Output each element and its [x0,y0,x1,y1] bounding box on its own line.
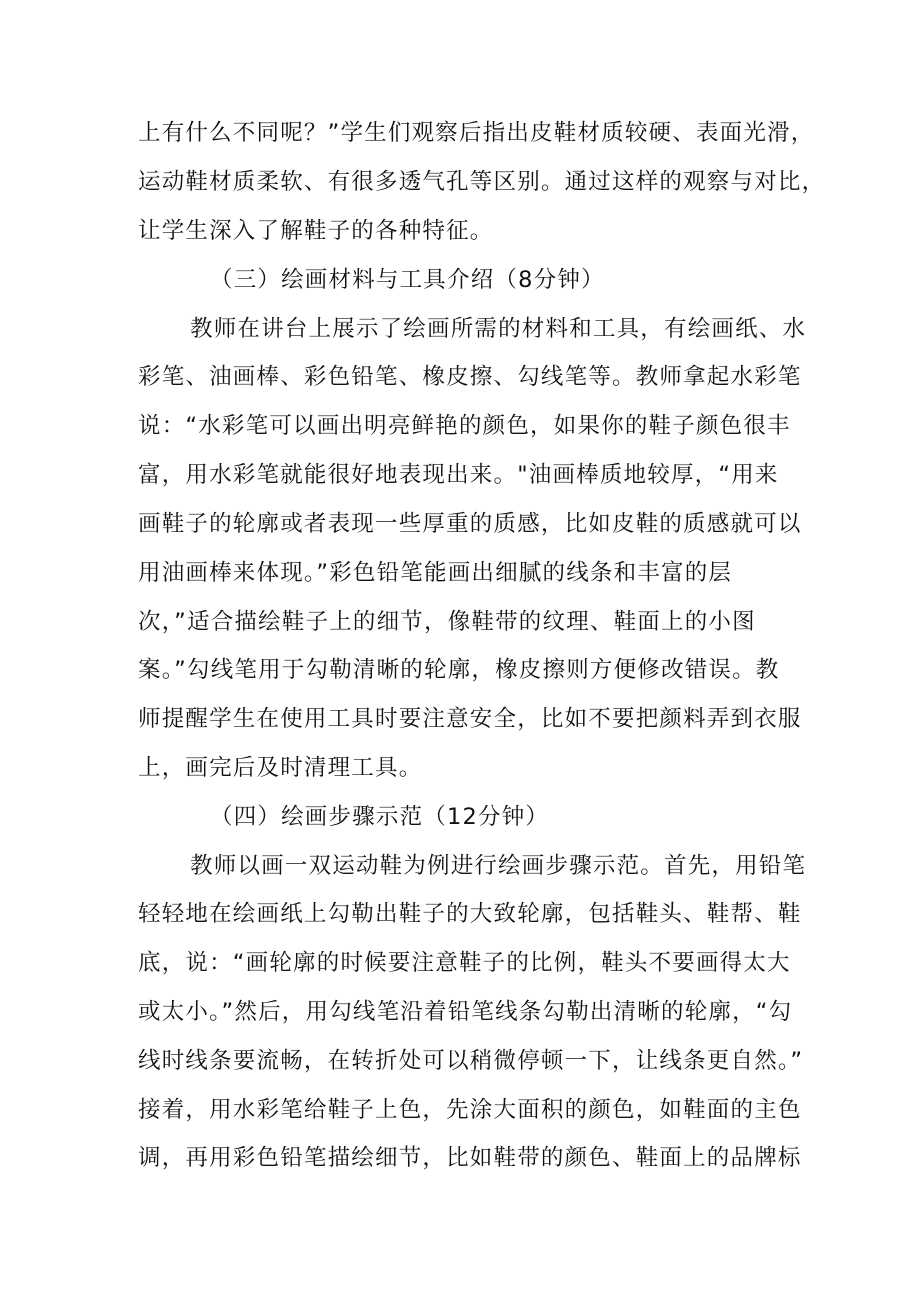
body-text-line: 彩笔、油画棒、彩色铅笔、橡皮擦、勾线笔等。教师拿起水彩笔 [138,364,802,390]
body-text-line: 次，”适合描绘鞋子上的细节，像鞋带的纹理、鞋面上的小图 [138,609,756,635]
body-text-line: 用油画棒来体现。”彩色铅笔能画出细腻的线条和丰富的层 [138,560,733,586]
paragraph-first-line: 教师以画一双运动鞋为例进行绘画步骤示范。首先，用铅笔 [190,853,807,879]
section-heading: （四）绘画步骤示范（12分钟） [210,804,550,830]
body-text-line: 上有什么不同呢？”学生们观察后指出皮鞋材质较硬、表面光滑， [138,120,815,146]
body-text-line: 调，再用彩色铅笔描绘细节，比如鞋带的颜色、鞋面上的品牌标 [138,1145,802,1171]
body-text-line: 轻轻地在绘画纸上勾勒出鞋子的大致轮廓，包括鞋头、鞋帮、鞋 [138,901,802,927]
body-text-line: 案。”勾线笔用于勾勒清晰的轮廓，橡皮擦则方便修改错误。教 [138,657,780,683]
body-text-line: 师提醒学生在使用工具时要注意安全，比如不要把颜料弄到衣服 [138,706,802,732]
body-text-line: 让学生深入了解鞋子的各种特征。 [138,218,494,244]
body-text-line: 或太小。”然后，用勾线笔沿着铅笔线条勾勒出清晰的轮廓，“勾 [138,999,793,1025]
body-text-line: 说：“水彩笔可以画出明亮鲜艳的颜色，如果你的鞋子颜色很丰 [138,413,791,439]
body-text-line: 接着，用水彩笔给鞋子上色，先涂大面积的颜色，如鞋面的主色 [138,1097,802,1123]
body-text-line: 富，用水彩笔就能很好地表现出来。"油画棒质地较厚，“用来 [138,462,779,488]
section-heading: （三）绘画材料与工具介绍（8分钟） [210,267,605,293]
body-text-line: 运动鞋材质柔软、有很多透气孔等区别。通过这样的观察与对比， [138,169,826,195]
body-text-line: 底，说：“画轮廓的时候要注意鞋子的比例，鞋头不要画得太大 [138,950,791,976]
paragraph-first-line: 教师在讲台上展示了绘画所需的材料和工具，有绘画纸、水 [190,316,807,342]
body-text-line: 画鞋子的轮廓或者表现一些厚重的质感，比如皮鞋的质感就可以 [138,511,802,537]
body-text-line: 上，画完后及时清理工具。 [138,755,423,781]
body-text-line: 线时线条要流畅，在转折处可以稍微停顿一下，让线条更自然。” [138,1048,804,1074]
